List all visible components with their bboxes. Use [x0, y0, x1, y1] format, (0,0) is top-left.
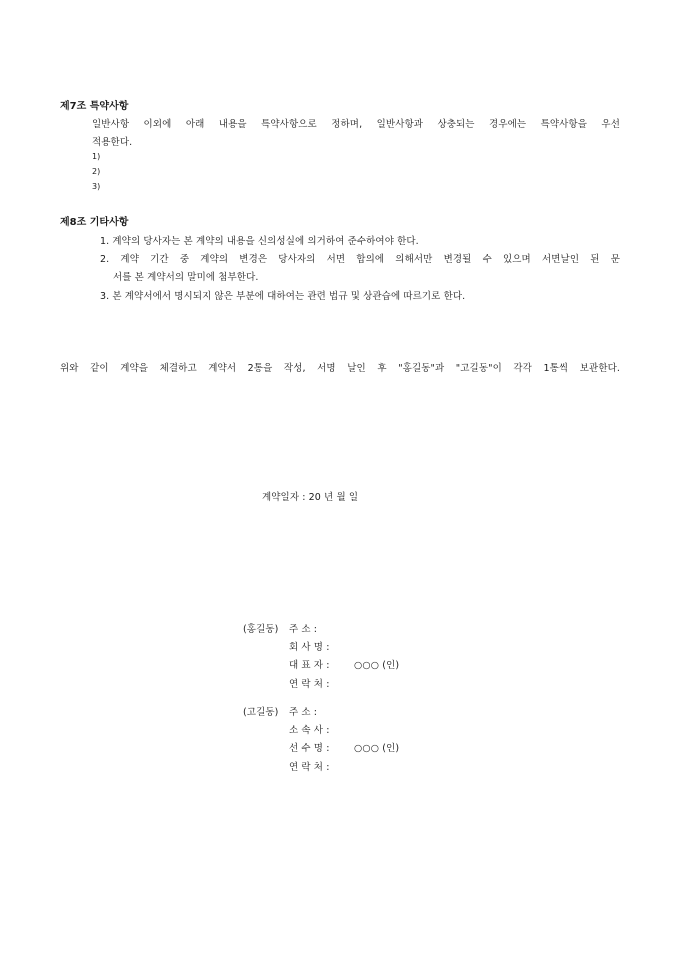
party1-contact-label: 연 락 처 : — [289, 679, 330, 690]
article8-item-2-line2: 서를 본 계약서의 말미에 첨부한다. — [113, 272, 259, 283]
party2-affiliation-label: 소 속 사 : — [289, 725, 330, 736]
article7-item-2: 2) — [92, 167, 101, 176]
party1-representative-label: 대 표 자 : — [289, 660, 330, 671]
party2-label: (고길동) — [243, 707, 279, 718]
party2-contact-label: 연 락 처 : — [289, 762, 330, 773]
party1-representative-seal: ○○○ (인) — [354, 660, 400, 671]
party2-address-label: 주 소 : — [289, 707, 318, 718]
closing-statement: 위와 같이 계약을 체결하고 계약서 2통을 작성, 서명 날인 후 "홍길동"과 "고길동"이 각각 1통씩 보관한다. — [60, 363, 620, 374]
article7-title: 제7조 특약사항 — [60, 101, 129, 112]
article8-item-3: 3. 본 계약서에서 명시되지 않은 부분에 대하여는 관련 법규 및 상관습에 따르기로 한다. — [100, 291, 466, 302]
article8-item-1: 1. 계약의 당사자는 본 계약의 내용을 신의성실에 의거하여 준수하여야 한다. — [100, 236, 419, 247]
article8-item-2-line1: 2. 계약 기간 중 계약의 변경은 당사자의 서면 합의에 의해서만 변경될 수 있으며 서면날인 된 문 — [100, 254, 620, 265]
party1-address-label: 주 소 : — [289, 624, 318, 635]
article7-item-3: 3) — [92, 182, 101, 191]
party1-company-label: 회 사 명 : — [289, 642, 330, 653]
article8-title: 제8조 기타사항 — [60, 217, 129, 228]
article7-line1: 일반사항 이외에 아래 내용을 특약사항으로 정하며, 일반사항과 상충되는 경우에는 특약사항을 우선 — [92, 119, 620, 130]
party1-label: (홍길동) — [243, 624, 279, 635]
party2-player-seal: ○○○ (인) — [354, 743, 400, 754]
article7-line2: 적용한다. — [92, 137, 133, 148]
contract-date: 계약일자 : 20 년 월 일 — [262, 492, 359, 503]
party2-player-label: 선 수 명 : — [289, 743, 330, 754]
article7-item-1: 1) — [92, 152, 101, 161]
